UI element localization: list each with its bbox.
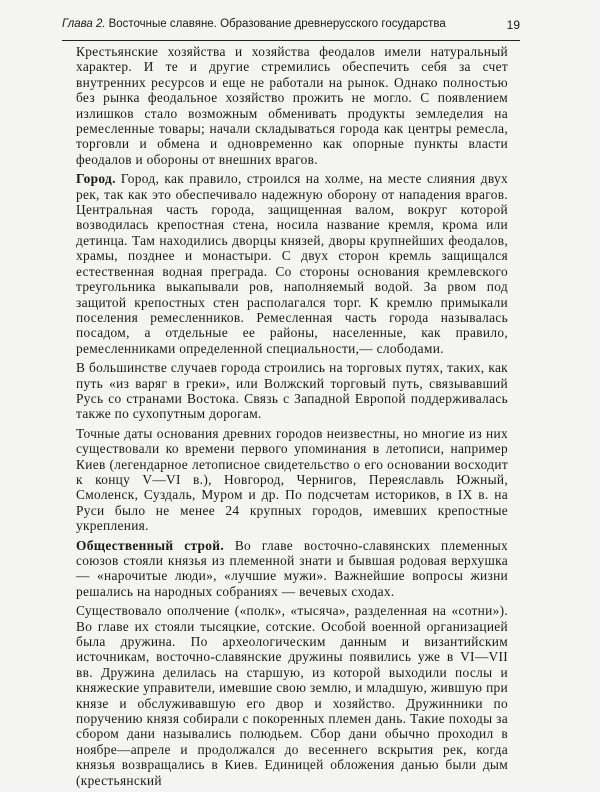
paragraph: Город. Город, как правило, строился на холме, на месте слияния двух рек, так как это обеспечивало надежную оборону от нападения врагов. Центральная часть города, защищенная валом, вокруг которой возводилась крепостная стена, носила название кремля, кромa или детинца. Там находились дворцы князей, дворы крупнейших феодалов, храмы, позднее и монастыри. С двух сторон кремль защищался естественная водная преграда. Со стороны основания кремлевского треугольника выкапывали ров, наполняемый водой. За рвом под защитой крепостных стен располагался торг. К кремлю примыкали поселения ремесленников. Ремесленная часть города называлась посадом, а отдельные ее районы, населенные, как правило, ремесленниками определенной специальности,— слободами. [76, 171, 508, 356]
body-text [76, 44, 508, 792]
paragraph: Крестьянские хозяйства и хозяйства феодалов имели натуральный характер. И те и другие стремились обеспечить себя за счет внутренних ресурсов и еще не работали на рынок. Однако полностью без рынка феодальное хозяйство прожить не могло. С появлением излишков стало возможным обменивать продукты земледелия на ремесленные товары; начали складываться города как центры ремесла, торговли и обмена и одновременно как опорные пункты власти феодалов и обороны от внешних врагов. [76, 44, 508, 167]
paragraph: В большинстве случаев города строились на торговых путях, таких, как путь «из варяг в греки», или Волжский торговый путь, связывавший Русь со странами Востока. Связь с Западной Европой поддерживалась также по сухопутным дорогам. [76, 360, 508, 422]
running-header [62, 18, 520, 41]
section-heading: Город. [76, 171, 116, 187]
paragraph: Точные даты основания древних городов неизвестны, но многие из них существовали ко времени первого упоминания в летописи, например Киев (легендарное летописное свидетельство о его основании восходит к концу V—VI в.), Новгород, Чернигов, Переяславль Южный, Смоленск, Суздаль, Муром и др. По подсчетам историков, в IX в. на Руси было не менее 24 крупных городов, имевших крепостные укрепления. [76, 425, 508, 534]
page-number: 19 [506, 18, 520, 32]
section-heading: Общественный строй. [76, 537, 224, 553]
chapter-title: Восточные славяне. Образование древнерусского государства [108, 18, 446, 30]
paragraph: Общественный строй. Во главе восточно-славянских племенных союзов стояли князья из племенной знати и бывшая родовая верхушка — «нарочитые люди», «лучшие мужи». Важнейшие вопросы жизни решались на народных собраниях — вечевых сходах. [76, 537, 508, 599]
chapter-label: Глава 2. [62, 18, 106, 30]
paragraph: Существовало ополчение («полк», «тысяча», разделенная на «сотни»). Во главе их стояли тысяцкие, сотские. Особой военной организацией была дружина. По археологическим данным и византийским источникам, восточно-славянские дружины появились уже в VI—VII вв. Дружина делилась на старшую, из которой выходили послы и княжеские управители, имевшие свою землю, и младшую, жившую при князе и обслуживавшую его двор и хозяйство. Дружинники по поручению князя собирали с покоренных племен дань. Такие походы за сбором дани назывались полюдьем. Сбор дани обычно проходил в ноябре—апреле и продолжался до весеннего вскрытия рек, когда князья возвращались в Киев. Единицей обложения данью были дым (крестьянский [76, 603, 508, 788]
